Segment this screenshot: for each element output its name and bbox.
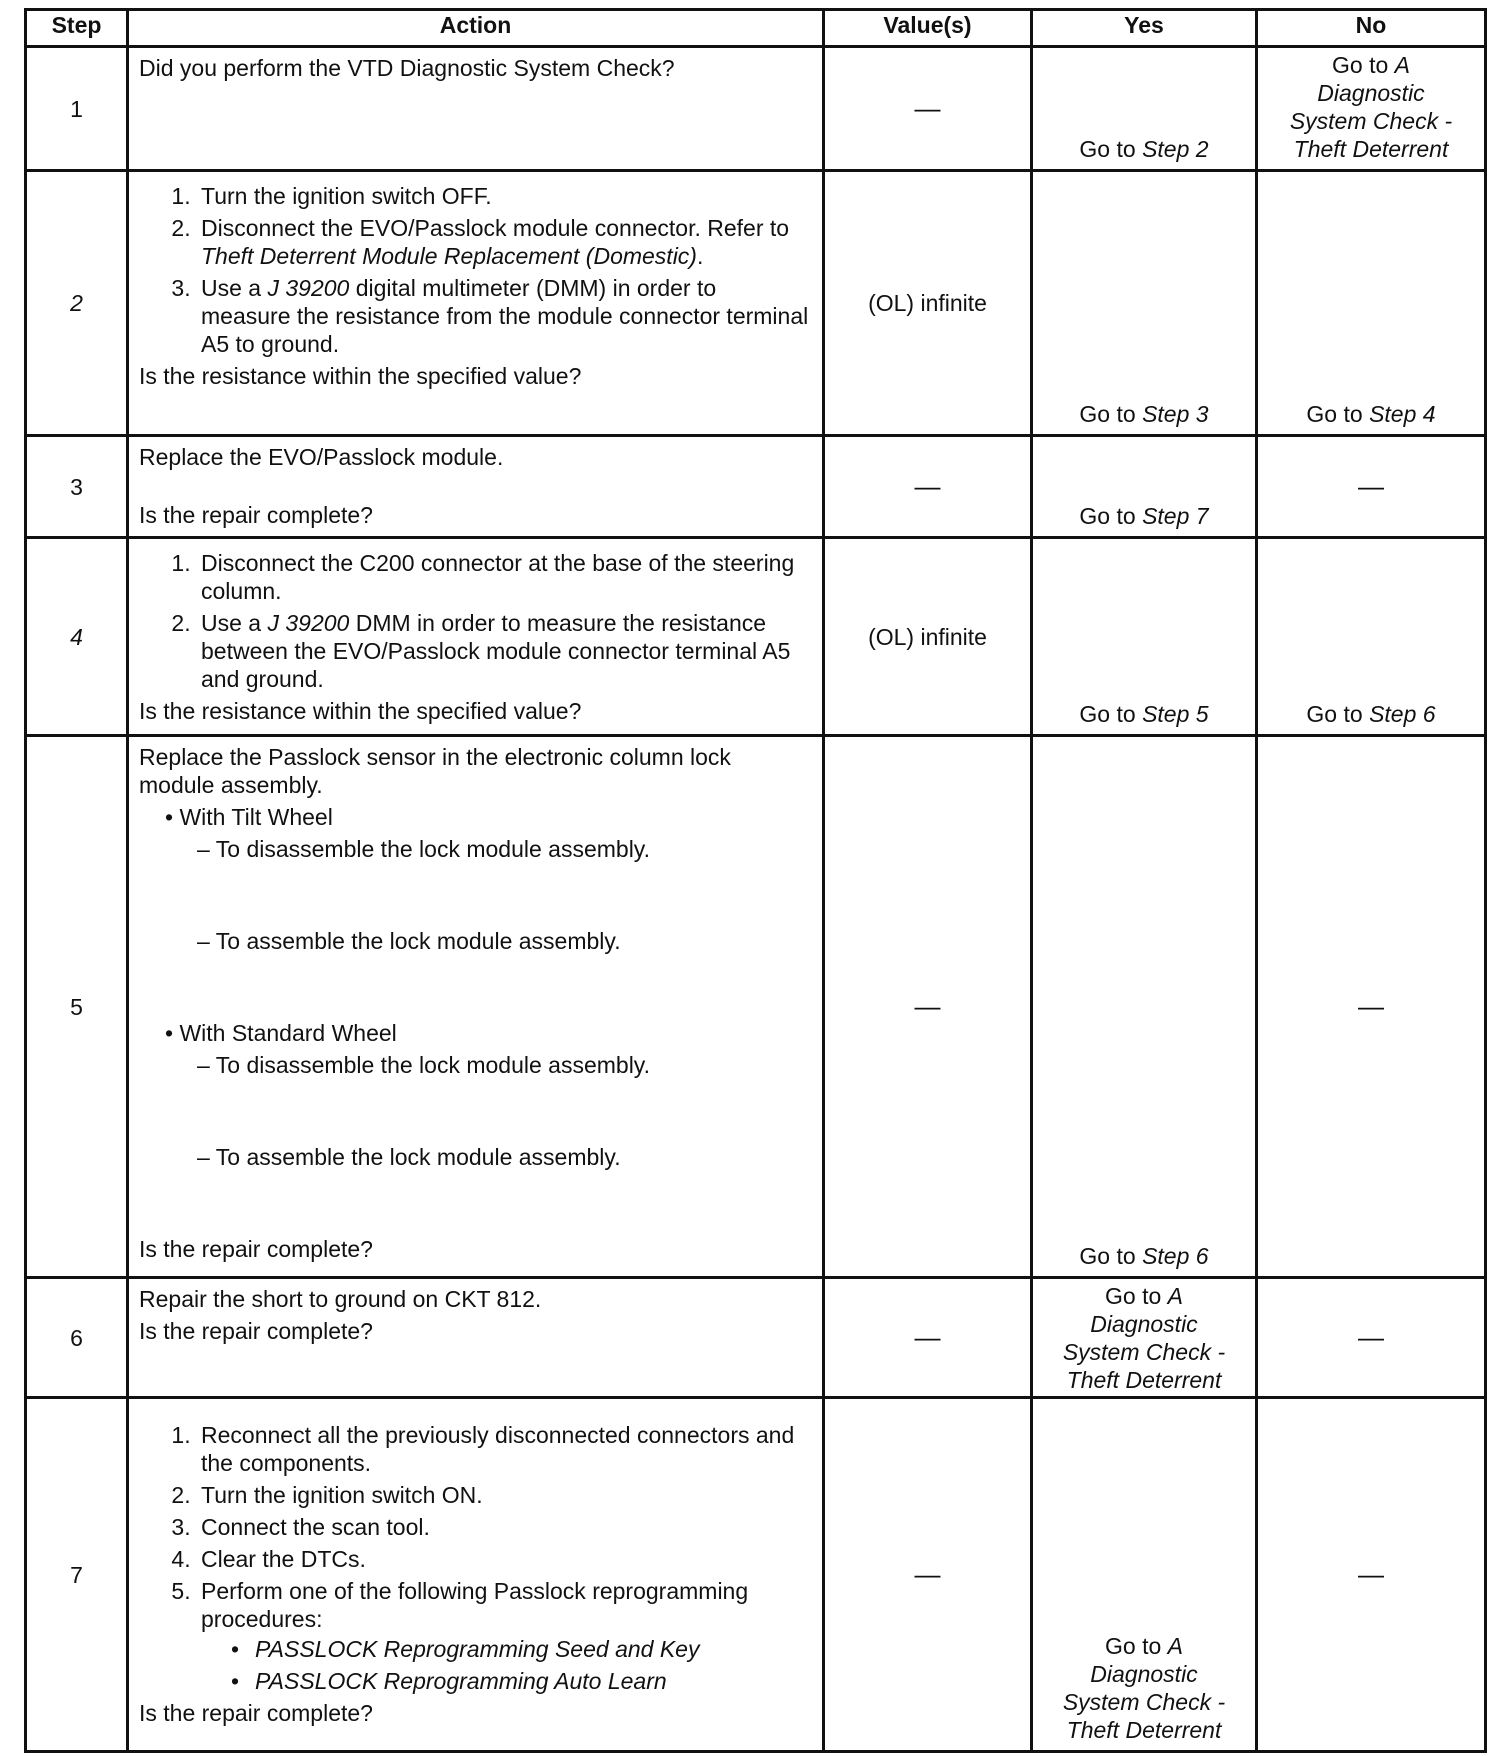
reference-link[interactable]: Theft Deterrent Module Replacement (Domestic) (201, 243, 697, 269)
tool-reference: J 39200 (267, 610, 350, 636)
no-cell (1257, 47, 1486, 171)
header-values: Value(s) (824, 10, 1032, 47)
no-cell (1257, 436, 1486, 538)
action-cell (128, 436, 824, 538)
step-number: 7 (26, 1398, 128, 1752)
no-cell (1257, 1278, 1486, 1398)
action-step: 1. Turn the ignition switch OFF. (197, 182, 812, 210)
yes-step-link[interactable]: Step 3 (1142, 401, 1209, 427)
action-text: Use a (201, 275, 268, 301)
yes-cell (1032, 538, 1257, 736)
bullet-standard-wheel: • With Standard Wheel (165, 1020, 397, 1046)
action-step (197, 274, 812, 358)
yes-link-diagnostic[interactable]: Diagnostic System Check - Theft Deterrent (1062, 1310, 1226, 1393)
tilt-disassemble: – To disassemble the lock module assembly. (197, 836, 650, 862)
yes-prefix: Go to (1079, 401, 1143, 427)
action-cell (128, 538, 824, 736)
step-number: 3 (26, 436, 128, 538)
action-cell (128, 736, 824, 1278)
tool-reference: J 39200 (267, 275, 350, 301)
no-prefix: Go to (1332, 52, 1395, 78)
table-row-step-2 (26, 171, 1486, 436)
action-question: Did you perform the VTD Diagnostic System Check? (139, 55, 675, 81)
no-prefix: Go to (1306, 401, 1370, 427)
no-link-diagnostic[interactable]: Diagnostic System Check - Theft Deterrent (1289, 80, 1453, 162)
action-text: Disconnect the EVO/Passlock module connector. Refer to (201, 215, 790, 241)
action-text: . (696, 243, 704, 269)
value-cell: (OL) infinite (824, 171, 1032, 436)
value-cell (824, 436, 1032, 538)
action-steps (139, 549, 812, 693)
yes-link-diagnostic[interactable]: Diagnostic System Check - Theft Deterrent (1062, 1661, 1226, 1743)
no-text: — (1358, 1322, 1384, 1352)
header-yes: Yes (1032, 10, 1257, 47)
no-step-link[interactable]: Step 6 (1369, 701, 1436, 727)
action-question: Is the repair complete? (139, 1318, 373, 1344)
value-text: — (914, 991, 941, 1021)
yes-link-a[interactable]: A (1167, 1282, 1183, 1309)
action-text: Replace the Passlock sensor in the electronic column lock module assembly. (139, 744, 731, 798)
value-cell (824, 1278, 1032, 1398)
yes-step-link[interactable]: Step 5 (1142, 701, 1209, 727)
standard-disassemble: – To disassemble the lock module assembly. (197, 1052, 650, 1078)
procedure-list (201, 1635, 812, 1695)
bullet-text: With Standard Wheel (179, 1020, 397, 1046)
action-text: Repair the short to ground on CKT 812. (139, 1286, 542, 1312)
action-cell (128, 47, 824, 171)
value-text: — (914, 1559, 941, 1589)
action-text: Perform one of the following Passlock reprogramming procedures: (201, 1578, 749, 1632)
no-text: — (1358, 991, 1384, 1021)
yes-link-a[interactable]: A (1167, 1633, 1183, 1659)
action-step (197, 214, 812, 270)
yes-cell (1032, 736, 1257, 1278)
yes-cell (1032, 1398, 1257, 1752)
action-step: 2. Turn the ignition switch ON. (197, 1481, 812, 1509)
action-step: 1. Disconnect the C200 connector at the base of the steering column. (197, 549, 812, 605)
yes-prefix: Go to (1105, 1633, 1168, 1659)
value-text: — (914, 93, 941, 123)
action-cell (128, 1398, 824, 1752)
procedure-link-seed-key[interactable]: • PASSLOCK Reprogramming Seed and Key (227, 1635, 812, 1663)
no-prefix: Go to (1306, 701, 1370, 727)
value-cell (824, 736, 1032, 1278)
yes-prefix: Go to (1079, 701, 1143, 727)
yes-cell (1032, 171, 1257, 436)
action-step: 1. Reconnect all the previously disconnected connectors and the components. (197, 1421, 812, 1477)
action-step (197, 1577, 812, 1695)
action-text: Use a (201, 610, 268, 636)
action-question: Is the repair complete? (139, 502, 373, 528)
table-row-step-6 (26, 1278, 1486, 1398)
action-text: digital multimeter (DMM) in order to measure the resistance from the module connector terminal A5 to ground. (201, 275, 809, 357)
value-cell (824, 47, 1032, 171)
yes-step-link[interactable]: Step 7 (1142, 503, 1209, 529)
header-row (26, 10, 1486, 47)
action-cell (128, 1278, 824, 1398)
action-step: 4. Clear the DTCs. (197, 1545, 812, 1573)
yes-cell (1032, 1278, 1257, 1398)
standard-assemble: – To assemble the lock module assembly. (197, 1144, 621, 1170)
action-step (197, 609, 812, 693)
action-question: Is the resistance within the specified value? (139, 363, 582, 389)
action-steps (139, 1421, 812, 1695)
step-number: 1 (26, 47, 128, 171)
no-text: — (1358, 471, 1384, 501)
action-text: Replace the EVO/Passlock module. (139, 444, 504, 470)
yes-prefix: Go to (1079, 1243, 1143, 1269)
header-no: No (1257, 10, 1486, 47)
header-step: Step (26, 10, 128, 47)
action-text: DMM in order to measure the resistance between the EVO/Passlock module connector terminal A5 and ground. (201, 610, 791, 692)
action-question: Is the resistance within the specified value? (139, 698, 582, 724)
table-row-step-7 (26, 1398, 1486, 1752)
step-number: 6 (26, 1278, 128, 1398)
procedure-link-auto-learn[interactable]: • PASSLOCK Reprogramming Auto Learn (227, 1667, 812, 1695)
step-number: 5 (26, 736, 128, 1278)
no-cell (1257, 1398, 1486, 1752)
step-number: 4 (26, 538, 128, 736)
no-cell (1257, 171, 1486, 436)
no-step-link[interactable]: Step 4 (1369, 401, 1436, 427)
table-row-step-1 (26, 47, 1486, 171)
no-link-a[interactable]: A (1394, 52, 1410, 78)
no-cell (1257, 736, 1486, 1278)
tilt-assemble: – To assemble the lock module assembly. (197, 928, 621, 954)
value-text: — (914, 471, 941, 501)
value-text: — (914, 1322, 941, 1352)
yes-step-link[interactable]: Step 2 (1142, 136, 1209, 162)
yes-cell (1032, 436, 1257, 538)
table-row-step-5 (26, 736, 1486, 1278)
step-number: 2 (26, 171, 128, 436)
value-cell: (OL) infinite (824, 538, 1032, 736)
yes-prefix: Go to (1079, 136, 1143, 162)
action-question: Is the repair complete? (139, 1700, 373, 1726)
action-cell (128, 171, 824, 436)
no-cell (1257, 538, 1486, 736)
yes-step-link[interactable]: Step 6 (1142, 1243, 1209, 1269)
header-action: Action (128, 10, 824, 47)
value-cell (824, 1398, 1032, 1752)
table-row-step-4 (26, 538, 1486, 736)
table-row-step-3 (26, 436, 1486, 538)
bullet-tilt-wheel: • With Tilt Wheel (165, 804, 333, 830)
action-question: Is the repair complete? (139, 1236, 373, 1262)
action-step: 3. Connect the scan tool. (197, 1513, 812, 1541)
diagnostic-table (24, 8, 1487, 1753)
yes-prefix: Go to (1079, 503, 1143, 529)
no-text: — (1358, 1559, 1384, 1589)
yes-cell (1032, 47, 1257, 171)
bullet-text: With Tilt Wheel (179, 804, 333, 830)
action-steps (139, 182, 812, 358)
yes-prefix: Go to (1105, 1282, 1168, 1309)
